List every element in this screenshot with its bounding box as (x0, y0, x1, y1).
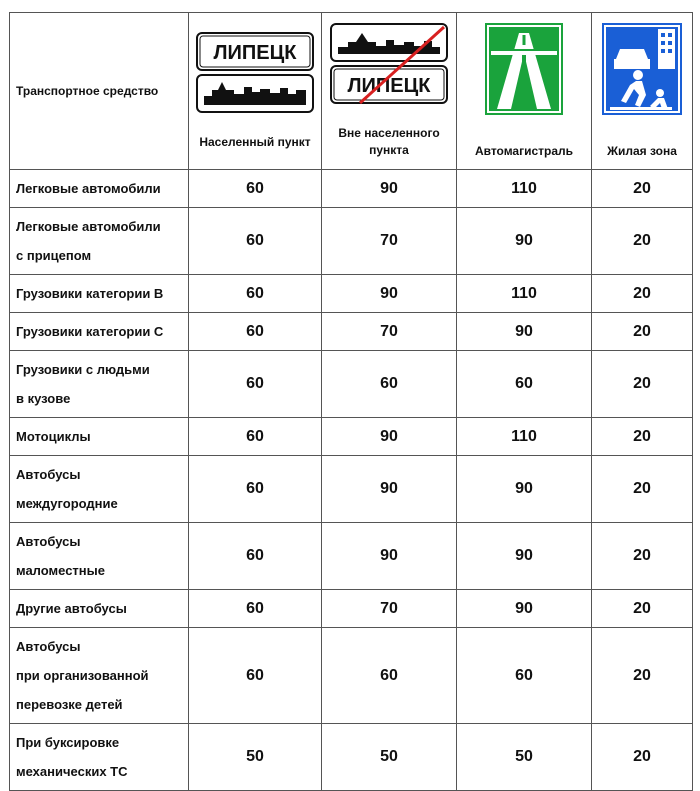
speed-value-cell: 60 (189, 523, 322, 590)
speed-value-cell: 50 (189, 724, 322, 791)
speed-value-cell: 20 (592, 418, 693, 456)
vehicle-name-cell (10, 724, 189, 791)
speed-value-cell: 90 (457, 313, 592, 351)
speed-value-cell: 20 (592, 313, 693, 351)
speed-value-cell: 20 (592, 724, 693, 791)
speed-value-cell: 60 (457, 351, 592, 418)
speed-value-cell: 20 (592, 275, 693, 313)
table-row (10, 275, 693, 313)
settlement-sign-text: ЛИПЕЦК (213, 41, 297, 64)
vehicle-name-line: Грузовики категории В (16, 286, 164, 301)
vehicle-name-cell (10, 456, 189, 523)
speed-value-cell: 90 (322, 275, 457, 313)
table-row (10, 208, 693, 275)
vehicle-name-cell (10, 523, 189, 590)
vehicle-name-line: Мотоциклы (16, 429, 91, 444)
speed-value-cell: 90 (457, 590, 592, 628)
table-row (10, 170, 693, 208)
speed-value-cell: 60 (189, 313, 322, 351)
speed-value-cell: 60 (457, 628, 592, 724)
header-row (10, 13, 693, 170)
vehicle-name-line: Легковые автомобили (16, 219, 161, 234)
table-row (10, 313, 693, 351)
table-row (10, 724, 693, 791)
vehicle-name-cell (10, 351, 189, 418)
speed-value-cell: 90 (322, 418, 457, 456)
speed-value-cell: 20 (592, 590, 693, 628)
speed-value-cell: 20 (592, 351, 693, 418)
speed-value-cell: 60 (189, 590, 322, 628)
speed-value-cell: 110 (457, 275, 592, 313)
vehicle-header: Транспортное средство (10, 13, 189, 170)
outside-settlement-label: Вне населенного пункта (338, 126, 440, 157)
vehicle-name-cell (10, 590, 189, 628)
table-row (10, 523, 693, 590)
speed-value-cell: 90 (322, 456, 457, 523)
speed-value-cell: 20 (592, 208, 693, 275)
speed-value-cell: 110 (457, 170, 592, 208)
speed-value-cell: 60 (189, 351, 322, 418)
settlement-label: Населенный пункт (199, 134, 311, 149)
vehicle-name-cell (10, 208, 189, 275)
speed-value-cell: 60 (189, 170, 322, 208)
speed-value-cell: 70 (322, 313, 457, 351)
speed-value-cell: 50 (322, 724, 457, 791)
speed-limits-table-wrapper (9, 12, 693, 791)
speed-value-cell: 60 (189, 418, 322, 456)
speed-value-cell: 20 (592, 523, 693, 590)
end-settlement-sign-icon (330, 23, 448, 105)
speed-value-cell: 90 (322, 170, 457, 208)
vehicle-name-line: При буксировке (16, 735, 120, 750)
table-row (10, 418, 693, 456)
table-row (10, 456, 693, 523)
speed-value-cell: 60 (189, 275, 322, 313)
vehicle-name-line: Грузовики с людьми (16, 362, 150, 377)
speed-value-cell: 60 (189, 208, 322, 275)
table-row (10, 628, 693, 724)
column-outside-settlement (322, 13, 457, 170)
speed-value-cell: 70 (322, 208, 457, 275)
speed-value-cell: 90 (457, 456, 592, 523)
vehicle-name-line: маломестные (16, 563, 105, 578)
column-motorway (457, 13, 592, 170)
speed-value-cell: 60 (322, 628, 457, 724)
vehicle-name-line: Другие автобусы (16, 601, 127, 616)
settlement-sign-icon (196, 32, 314, 114)
residential-label: Жилая зона (607, 143, 677, 158)
speed-value-cell: 20 (592, 170, 693, 208)
column-settlement (189, 13, 322, 170)
speed-limits-table (9, 12, 693, 791)
table-body (10, 170, 693, 791)
vehicle-name-line: Грузовики категории С (16, 324, 164, 339)
speed-value-cell: 60 (322, 351, 457, 418)
speed-value-cell: 50 (457, 724, 592, 791)
end-settlement-sign-text: ЛИПЕЦК (347, 75, 431, 97)
vehicle-name-line: механических ТС (16, 764, 128, 779)
speed-value-cell: 20 (592, 628, 693, 724)
speed-value-cell: 110 (457, 418, 592, 456)
speed-value-cell: 70 (322, 590, 457, 628)
speed-value-cell: 60 (189, 456, 322, 523)
table-row (10, 590, 693, 628)
vehicle-name-line: Автобусы (16, 639, 81, 654)
residential-zone-sign-icon (602, 23, 682, 115)
speed-value-cell: 90 (457, 208, 592, 275)
speed-value-cell: 60 (189, 628, 322, 724)
vehicle-name-line: перевозке детей (16, 697, 123, 712)
speed-value-cell: 90 (322, 523, 457, 590)
vehicle-name-line: Легковые автомобили (16, 181, 161, 196)
vehicle-name-line: Автобусы (16, 467, 81, 482)
vehicle-name-cell (10, 170, 189, 208)
vehicle-name-cell (10, 313, 189, 351)
vehicle-name-line: при организованной (16, 668, 149, 683)
vehicle-name-cell (10, 418, 189, 456)
vehicle-name-cell (10, 275, 189, 313)
vehicle-name-line: в кузове (16, 391, 71, 406)
speed-value-cell: 90 (457, 523, 592, 590)
motorway-sign-icon (485, 23, 563, 115)
column-residential (592, 13, 693, 170)
vehicle-name-cell (10, 628, 189, 724)
vehicle-name-line: с прицепом (16, 248, 92, 263)
motorway-label: Автомагистраль (474, 143, 574, 158)
vehicle-name-line: междугородние (16, 496, 118, 511)
table-row (10, 351, 693, 418)
vehicle-name-line: Автобусы (16, 534, 81, 549)
speed-value-cell: 20 (592, 456, 693, 523)
